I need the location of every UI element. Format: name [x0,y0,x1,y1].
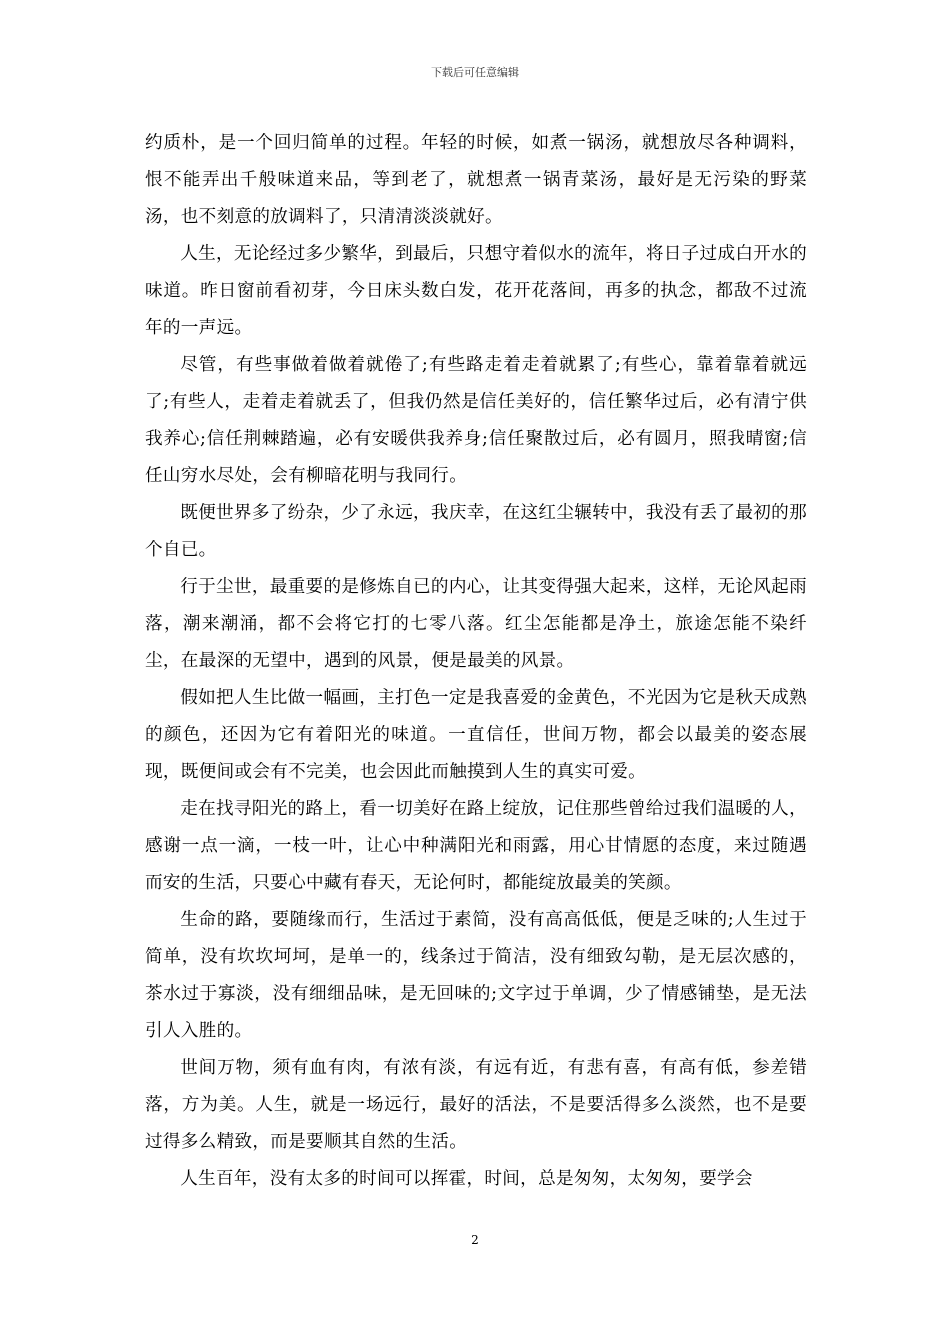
page-number: 2 [471,1233,479,1247]
paragraph-continuation: 约质朴，是一个回归简单的过程。年轻的时候，如煮一锅汤，就想放尽各种调料，恨不能弄出千般味道来品，等到老了，就想煮一锅青菜汤，最好是无污染的野菜汤，也不刻意的放调料了，只清清淡淡就好。 [145,133,807,227]
document-body [145,125,807,1198]
paragraph: 行于尘世，最重要的是修炼自已的内心，让其变得强大起来，这样，无论风起雨落，潮来潮涌，都不会将它打的七零八落。红尘怎能都是净土，旅途怎能不染纤尘，在最深的无望中，遇到的风景，便是最美的风景。 [145,577,807,671]
paragraph: 走在找寻阳光的路上，看一切美好在路上绽放，记住那些曾给过我们温暖的人，感谢一点一滴，一枝一叶，让心中种满阳光和雨露，用心甘情愿的态度，来过随遇而安的生活，只要心中藏有春天，无论何时，都能绽放最美的笑颜。 [145,799,807,893]
page-header: 下载后可任意编辑 [431,66,519,79]
paragraph: 世间万物，须有血有肉，有浓有淡，有远有近，有悲有喜，有高有低，参差错落，方为美。人生，就是一场远行，最好的活法，不是要活得多么淡然，也不是要过得多么精致，而是要顺其自然的生活。 [145,1058,807,1152]
paragraph: 假如把人生比做一幅画，主打色一定是我喜爱的金黄色，不光因为它是秋天成熟的颜色，还因为它有着阳光的味道。一直信任，世间万物，都会以最美的姿态展现，既便间或会有不完美，也会因此而触摸到人生的真实可爱。 [145,688,807,782]
paragraph: 人生百年，没有太多的时间可以挥霍，时间，总是匆匆，太匆匆，要学会 [180,1169,753,1189]
paragraph: 生命的路，要随缘而行，生活过于素简，没有高高低低，便是乏味的;人生过于简单，没有坎坎坷坷，是单一的，线条过于简洁，没有细致勾勒，是无层次感的，茶水过于寡淡，没有细细品味，是无回味的;文字过于单调，少了情感铺垫，是无法引人入胜的。 [145,910,807,1041]
paragraph: 人生，无论经过多少繁华，到最后，只想守着似水的流年，将日子过成白开水的味道。昨日窗前看初芽，今日床头数白发，花开花落间，再多的执念，都敌不过流年的一声远。 [145,244,807,338]
paragraph: 既便世界多了纷杂，少了永远，我庆幸，在这红尘辗转中，我没有丢了最初的那个自已。 [145,503,807,560]
paragraph: 尽管，有些事做着做着就倦了;有些路走着走着就累了;有些心，靠着靠着就远了;有些人，走着走着就丢了，但我仍然是信任美好的，信任繁华过后，必有清宁供我养心;信任荆棘踏遍，必有安暖供我养身;信任聚散过后，必有圆月，照我晴窗;信任山穷水尽处，会有柳暗花明与我同行。 [145,355,807,486]
